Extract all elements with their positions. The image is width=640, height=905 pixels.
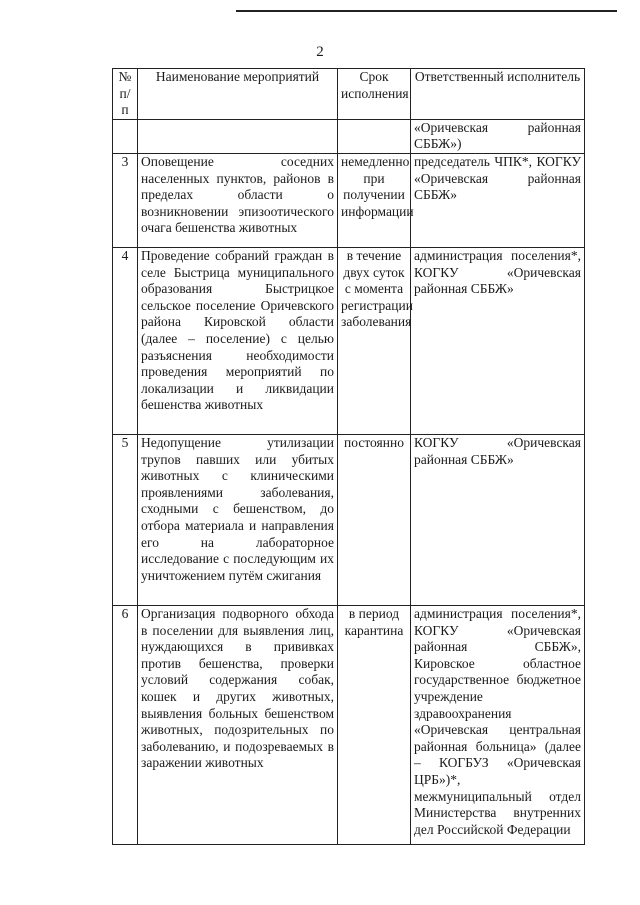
- cell-number: [113, 119, 138, 153]
- cell-activity: Организация подворного обхода в поселении для выявления лиц, нуждающихся в прививках против бешенства, проверки условий содержания собак, кошек и других животных, выявления больных бешенством животных, подозрительных по заболеванию, и подозреваемых в заражении животных: [138, 605, 338, 844]
- cell-deadline: немедленно при получении информации: [338, 153, 411, 247]
- cell-number: 3: [113, 153, 138, 247]
- cell-number: 5: [113, 434, 138, 605]
- header-deadline: Срок исполнения: [338, 69, 411, 120]
- cell-responsible: председатель ЧПК*, КОГКУ «Оричевская районная СББЖ»: [411, 153, 585, 247]
- header-responsible: Ответственный исполнитель: [411, 69, 585, 120]
- header-number: № п/п: [113, 69, 138, 120]
- table-header-row: [113, 69, 585, 120]
- cell-deadline: в течение двух суток с момента регистрации заболевания: [338, 247, 411, 434]
- table-row: [113, 605, 585, 844]
- cell-responsible: администрация поселения*, КОГКУ «Оричевская районная СББЖ»: [411, 247, 585, 434]
- cell-number: 4: [113, 247, 138, 434]
- cell-deadline: [338, 119, 411, 153]
- cell-number: 6: [113, 605, 138, 844]
- table-row: [113, 434, 585, 605]
- cell-activity: [138, 119, 338, 153]
- page-number: 2: [316, 44, 324, 60]
- table-row: [113, 247, 585, 434]
- cell-activity: Проведение собраний граждан в селе Быстрица муниципального образования Быстрицкое сельское поселение Оричевского района Кировской области (далее – поселение) с целью разъяснения необходимости проведения мероприятий по локализации и ликвидации бешенства животных: [138, 247, 338, 434]
- activities-table: [112, 68, 585, 845]
- header-rule: [236, 10, 617, 12]
- cell-deadline: в период карантина: [338, 605, 411, 844]
- cell-activity: Оповещение соседних населенных пунктов, районов в пределах области о возникновении эпизоотического очага бешенства животных: [138, 153, 338, 247]
- cell-activity: Недопущение утилизации трупов павших или убитых животных с клиническими проявлениями заболевания, сходными с бешенством, до отбора материала и направления его на лабораторное исследование с последующим их уничтожением путём сжигания: [138, 434, 338, 605]
- cell-deadline: постоянно: [338, 434, 411, 605]
- cell-responsible: «Оричевская районная СББЖ»): [411, 119, 585, 153]
- table-row: [113, 153, 585, 247]
- header-activity-name: Наименование мероприятий: [138, 69, 338, 120]
- table-row-continuation: [113, 119, 585, 153]
- cell-responsible: администрация поселения*, КОГКУ «Оричевская районная СББЖ», Кировское областное государственное бюджетное учреждение здравоохранения «Оричевская центральная районная больница» (далее – КОГБУЗ «Оричевская ЦРБ»)*, межмуниципальный отдел Министерства внутренних дел Российской Федерации: [411, 605, 585, 844]
- cell-responsible: КОГКУ «Оричевская районная СББЖ»: [411, 434, 585, 605]
